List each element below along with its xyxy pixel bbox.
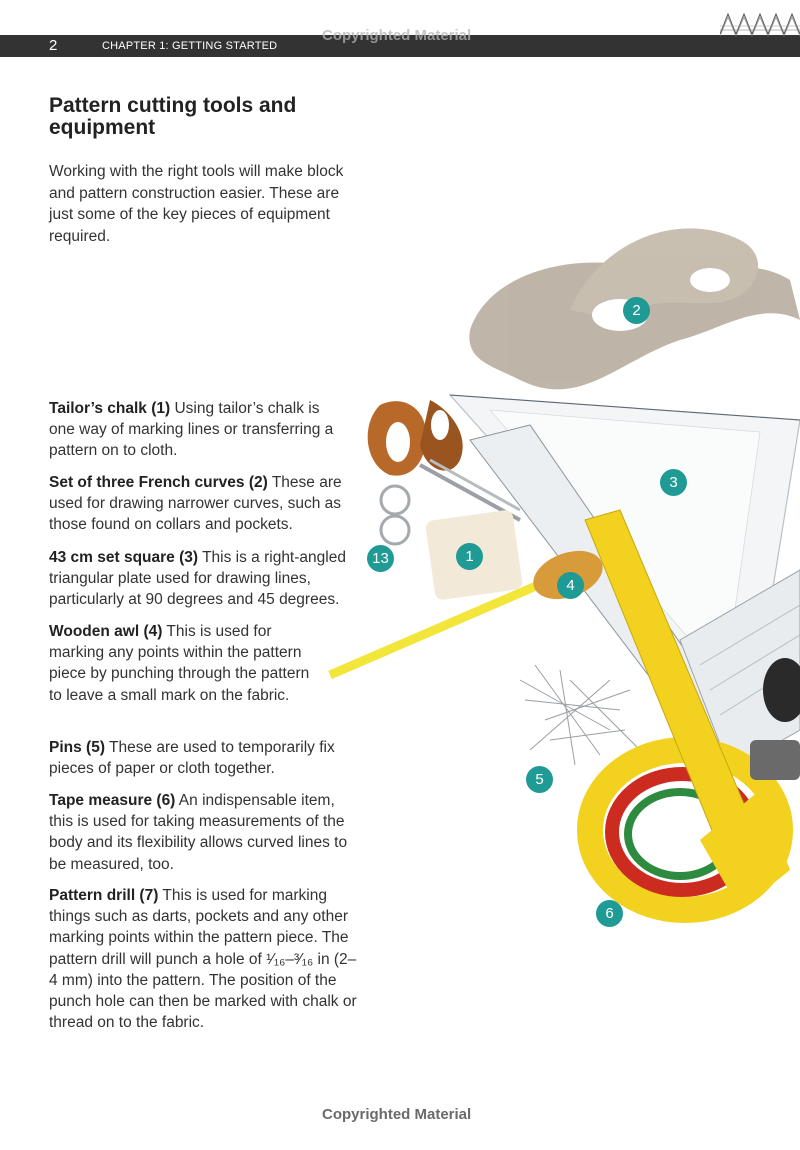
item-pins (49, 737, 357, 779)
callout-13: 13 (367, 545, 394, 572)
zigzag-ornament-icon (720, 10, 800, 38)
item-text: An indispensable item, this is used for taking measurements of the body and its flexibility allows curved lines to be measured, too. (49, 792, 348, 873)
callout-3: 3 (660, 469, 687, 496)
item-term: Set of three French curves (2) (49, 474, 268, 491)
intro-paragraph: Working with the right tools will make block and pattern construction easier. These are just some of the key pieces of equipment required. (49, 163, 344, 245)
callout-2: 2 (623, 297, 650, 324)
pins-image (520, 665, 640, 765)
item-term: Pins (5) (49, 739, 105, 756)
page-title: Pattern cutting tools and equipment (49, 94, 297, 139)
item-set-square (49, 547, 364, 611)
item-pattern-drill (49, 885, 359, 1033)
item-term: Tape measure (6) (49, 792, 176, 809)
watermark-top: Copyrighted Material (322, 27, 472, 44)
callout-5: 5 (526, 766, 553, 793)
callout-6: 6 (596, 900, 623, 927)
item-term: 43 cm set square (3) (49, 549, 199, 566)
item-text: This is a right-angled triangular plate used for drawing lines, particularly at 90 degrees and 45 degrees. (49, 549, 346, 609)
item-term: Tailor’s chalk (1) (49, 400, 171, 417)
item-text: These are used to temporarily fix pieces of paper or cloth together. (49, 739, 335, 778)
item-term: Pattern drill (7) (49, 887, 159, 904)
callout-4: 4 (557, 572, 584, 599)
item-tape-measure (49, 790, 354, 875)
item-wooden-awl (49, 621, 314, 706)
item-text: These are used for drawing narrower curves, such as those found on collars and pockets. (49, 474, 342, 534)
item-french-curves (49, 472, 354, 536)
item-text: This is used for marking any points within the pattern piece by punching through the pattern to leave a small mark on the fabric. (49, 623, 310, 704)
item-text: Using tailor’s chalk is one way of marking lines or transferring a pattern on to cloth. (49, 400, 334, 460)
callout-1: 1 (456, 543, 483, 570)
item-term: Wooden awl (4) (49, 623, 163, 640)
watermark-bottom: Copyrighted Material (322, 1106, 472, 1123)
chapter-title: CHAPTER 1: GETTING STARTED (102, 40, 278, 52)
item-text: This is used for marking things such as darts, pockets and any other marking points within the pattern piece. The pattern drill will punch a hole of ¹⁄₁₆–³⁄₁₆ in (2–4 mm) into the pattern. The position of the punch hole can then be marked with chalk or thread on to the fabric. (49, 887, 357, 1032)
page-number: 2 (49, 37, 58, 54)
item-tailors-chalk (49, 398, 349, 462)
tools-photo (320, 210, 800, 930)
